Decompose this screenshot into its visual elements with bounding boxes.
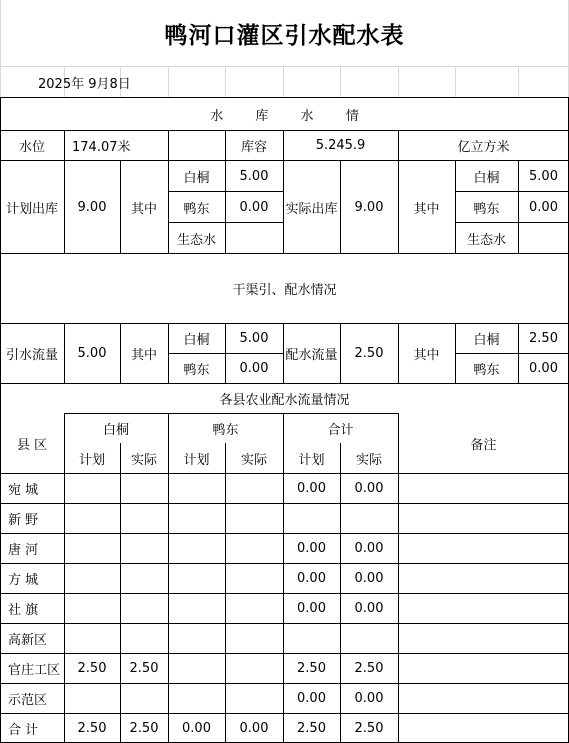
actual-yadong-value: 0.00 bbox=[529, 199, 558, 215]
county-name: 高新区 bbox=[8, 633, 48, 648]
yadong-actual-cell: 0.00 bbox=[239, 721, 269, 736]
distrib-of-which: 其中 bbox=[413, 348, 440, 363]
actual-outflow-value: 9.00 bbox=[354, 199, 384, 215]
baitong-plan-cell: 2.50 bbox=[77, 661, 107, 676]
yadong-plan-cell bbox=[168, 594, 225, 623]
yadong-actual-cell bbox=[225, 654, 283, 683]
col-baitong: 白桐 bbox=[102, 423, 129, 438]
note-cell bbox=[398, 714, 569, 743]
reservoir-heading: 水 库 水 情 bbox=[210, 108, 373, 124]
total-plan-cell: 0.00 bbox=[297, 601, 326, 616]
total-plan-cell: 0.00 bbox=[297, 691, 326, 706]
planned-of-which: 其中 bbox=[130, 201, 157, 217]
county-name: 唐 河 bbox=[8, 543, 39, 558]
distrib-flow-label: 配水流量 bbox=[285, 348, 338, 363]
yadong-actual-cell bbox=[225, 594, 283, 623]
actual-baitong-label: 白桐 bbox=[473, 170, 500, 186]
canal-heading: 干渠引、配水情况 bbox=[232, 283, 337, 298]
actual-of-which: 其中 bbox=[413, 201, 440, 217]
baitong-actual-cell: 2.50 bbox=[129, 661, 159, 676]
total-plan-cell: 0.00 bbox=[297, 571, 326, 586]
col-total-actual: 实际 bbox=[355, 453, 382, 468]
total-actual-cell: 0.00 bbox=[354, 601, 384, 616]
note-cell bbox=[398, 504, 569, 533]
county-name: 社 旗 bbox=[8, 603, 39, 618]
total-plan-cell bbox=[283, 624, 340, 653]
planned-outflow-label: 计划出库 bbox=[5, 201, 58, 217]
planned-baitong-value: 5.00 bbox=[239, 168, 269, 184]
distrib-flow-value: 2.50 bbox=[354, 346, 384, 361]
note-cell bbox=[398, 474, 569, 503]
total-actual-cell: 2.50 bbox=[354, 721, 384, 736]
yadong-actual-cell bbox=[225, 534, 283, 563]
col-yadong: 鸭东 bbox=[212, 423, 239, 438]
capacity-value: 5.245.9 bbox=[315, 138, 366, 153]
col-total: 合计 bbox=[327, 423, 354, 438]
intake-baitong-value: 5.00 bbox=[239, 331, 269, 346]
actual-baitong-value: 5.00 bbox=[529, 168, 558, 184]
planned-outflow-value: 9.00 bbox=[77, 199, 107, 215]
yadong-actual-cell bbox=[225, 624, 283, 653]
yadong-plan-cell bbox=[168, 534, 225, 563]
baitong-actual-cell: 2.50 bbox=[129, 721, 159, 736]
water-level-label: 水位 bbox=[18, 140, 45, 155]
intake-yadong-label: 鸭东 bbox=[183, 363, 210, 378]
baitong-plan-cell bbox=[64, 594, 120, 623]
col-baitong-actual: 实际 bbox=[130, 453, 157, 468]
planned-yadong-value: 0.00 bbox=[239, 199, 269, 215]
total-actual-cell: 0.00 bbox=[354, 541, 384, 556]
distrib-yadong-value: 0.00 bbox=[529, 361, 558, 376]
yadong-plan-cell bbox=[168, 654, 225, 683]
baitong-actual-cell bbox=[120, 684, 168, 713]
distrib-baitong-label: 白桐 bbox=[473, 333, 500, 348]
col-yadong-actual: 实际 bbox=[240, 453, 267, 468]
note-cell bbox=[398, 564, 569, 593]
intake-flow-value: 5.00 bbox=[77, 346, 107, 361]
distrib-yadong-label: 鸭东 bbox=[473, 363, 500, 378]
baitong-actual-cell bbox=[120, 624, 168, 653]
actual-outflow-label: 实际出库 bbox=[285, 201, 338, 217]
yadong-actual-cell bbox=[225, 564, 283, 593]
baitong-actual-cell bbox=[120, 564, 168, 593]
total-actual-cell: 0.00 bbox=[354, 691, 384, 706]
yadong-plan-cell bbox=[168, 684, 225, 713]
baitong-plan-cell bbox=[64, 474, 120, 503]
total-actual-cell bbox=[340, 624, 398, 653]
total-plan-cell: 2.50 bbox=[297, 661, 326, 676]
county-name: 示范区 bbox=[8, 693, 48, 708]
baitong-actual-cell bbox=[120, 594, 168, 623]
note-cell bbox=[398, 624, 569, 653]
distrib-baitong-value: 2.50 bbox=[529, 331, 558, 346]
total-actual-cell: 0.00 bbox=[354, 571, 384, 586]
actual-yadong-label: 鸭东 bbox=[473, 201, 500, 217]
total-actual-cell bbox=[340, 504, 398, 533]
intake-flow-label: 引水流量 bbox=[5, 348, 58, 363]
baitong-plan-cell bbox=[64, 534, 120, 563]
total-plan-cell: 2.50 bbox=[297, 721, 326, 736]
yadong-plan-cell bbox=[168, 564, 225, 593]
baitong-plan-cell bbox=[64, 504, 120, 533]
note-cell bbox=[398, 654, 569, 683]
baitong-actual-cell bbox=[120, 504, 168, 533]
yadong-actual-cell bbox=[225, 684, 283, 713]
baitong-actual-cell bbox=[120, 474, 168, 503]
yadong-plan-cell: 0.00 bbox=[182, 721, 211, 736]
yadong-plan-cell bbox=[168, 504, 225, 533]
county-name: 官庄工区 bbox=[8, 663, 61, 678]
col-baitong-plan: 计划 bbox=[78, 453, 105, 468]
col-yadong-plan: 计划 bbox=[183, 453, 210, 468]
baitong-actual-cell bbox=[120, 534, 168, 563]
county-name: 合 计 bbox=[8, 723, 39, 738]
capacity-unit: 亿立方米 bbox=[457, 140, 510, 155]
water-level-value: 174.07米 bbox=[72, 140, 131, 155]
total-plan-cell: 0.00 bbox=[297, 541, 326, 556]
col-total-plan: 计划 bbox=[298, 453, 325, 468]
planned-eco-label: 生态水 bbox=[176, 232, 216, 248]
note-cell bbox=[398, 534, 569, 563]
total-plan-cell: 0.00 bbox=[297, 481, 326, 496]
county-name: 新 野 bbox=[8, 513, 39, 528]
baitong-plan-cell bbox=[64, 624, 120, 653]
yadong-plan-cell bbox=[168, 624, 225, 653]
note-cell bbox=[398, 594, 569, 623]
intake-of-which: 其中 bbox=[130, 348, 157, 363]
capacity-label: 库容 bbox=[240, 140, 267, 155]
actual-eco-label: 生态水 bbox=[466, 232, 506, 248]
col-county: 县 区 bbox=[16, 438, 48, 453]
report-date: 2025年 9月8日 bbox=[38, 76, 131, 92]
county-name: 宛 城 bbox=[8, 483, 39, 498]
baitong-plan-cell bbox=[64, 564, 120, 593]
col-note: 备注 bbox=[470, 438, 497, 453]
total-actual-cell: 2.50 bbox=[354, 661, 384, 676]
intake-yadong-value: 0.00 bbox=[239, 361, 269, 376]
planned-baitong-label: 白桐 bbox=[183, 170, 210, 186]
intake-baitong-label: 白桐 bbox=[183, 333, 210, 348]
baitong-plan-cell bbox=[64, 684, 120, 713]
yadong-plan-cell bbox=[168, 474, 225, 503]
baitong-plan-cell: 2.50 bbox=[77, 721, 107, 736]
yadong-actual-cell bbox=[225, 504, 283, 533]
county-name: 方 城 bbox=[8, 573, 39, 588]
planned-yadong-label: 鸭东 bbox=[183, 201, 210, 217]
county-heading: 各县农业配水流量情况 bbox=[219, 393, 350, 408]
total-actual-cell: 0.00 bbox=[354, 481, 384, 496]
total-plan-cell bbox=[283, 504, 340, 533]
note-cell bbox=[398, 684, 569, 713]
sheet-title: 鸭河口灌区引水配水表 bbox=[164, 21, 405, 49]
yadong-actual-cell bbox=[225, 474, 283, 503]
